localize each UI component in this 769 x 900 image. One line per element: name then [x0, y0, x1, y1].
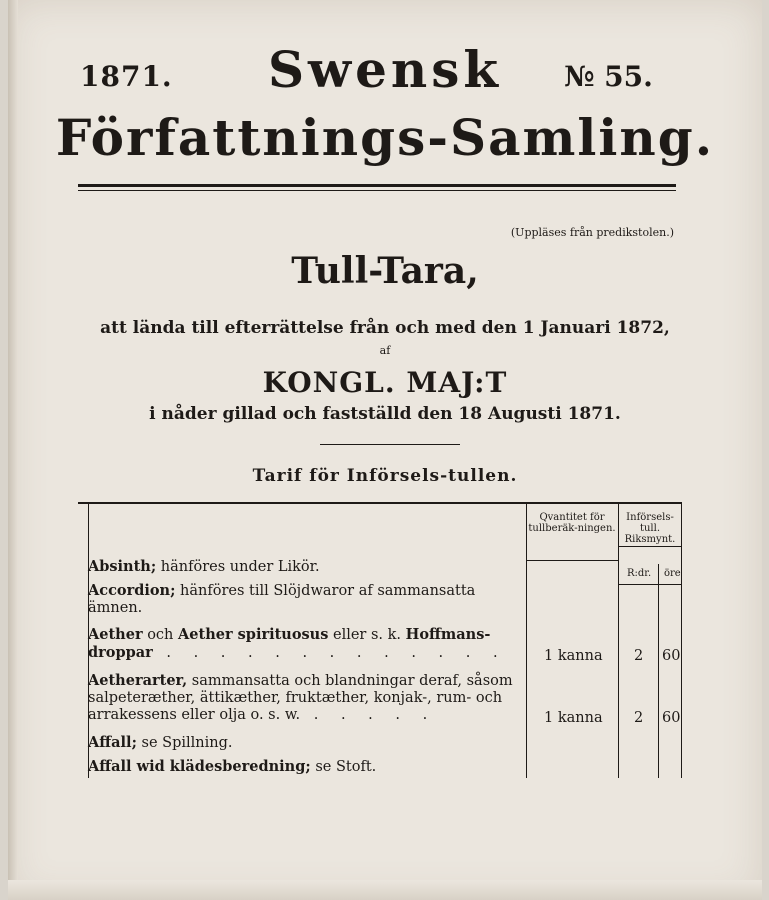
approval-line: i nåder gillad och fastställd den 18 Augusti 1871. — [149, 404, 621, 424]
table-row — [88, 582, 520, 617]
page-bottom-edge — [8, 880, 762, 900]
row-text: och — [142, 627, 179, 643]
row-text: hänföres till Slöjdwaror af sammansatta ämnen. — [88, 583, 476, 616]
header-rdr: R:dr. — [627, 568, 652, 579]
publication-title-line1: Swensk — [267, 40, 503, 99]
separator-rule — [320, 444, 460, 445]
row-term: Hoffmans-droppar — [88, 626, 491, 661]
table-col-divider-3 — [658, 564, 659, 778]
document-page — [8, 0, 762, 900]
row-rdr: 2 — [634, 710, 644, 726]
row-term: Aetherarter, — [88, 672, 188, 689]
table-row — [88, 672, 520, 724]
row-text: se Stoft. — [310, 759, 377, 775]
header-underline-units — [618, 584, 682, 585]
header-ore: öre — [664, 568, 681, 579]
table-row — [88, 734, 520, 752]
row-text: hänföres under Likör. — [156, 559, 320, 575]
header-quantity: Qvantitet för tullberäk-ningen. — [528, 512, 616, 534]
row-text: se Spillning. — [136, 735, 233, 751]
header-rule-thin — [78, 190, 676, 191]
section-title: Tarif för Införsels-tullen. — [252, 466, 518, 486]
issue-year: 1871. — [80, 60, 173, 93]
issuer: KONGL. MAJ:T — [262, 366, 508, 399]
row-ore: 60 — [662, 648, 681, 664]
reading-note: (Uppläses från predikstolen.) — [510, 226, 674, 239]
publication-title-line2: Författnings-Samling. — [55, 108, 715, 167]
row-quantity: 1 kanna — [544, 710, 603, 726]
row-term: Affall; — [88, 734, 137, 751]
row-text: sammansatta och blandningar deraf, såsom salpeteræther, ättikæther, fruktæther, konjak-, rum- och arrakessens eller olja o. s. w. — [88, 673, 513, 723]
leader-dots: . . . . . — [300, 707, 437, 723]
row-term: Accordion; — [88, 582, 176, 599]
row-text: eller s. k. — [328, 627, 406, 643]
header-underline-duty — [618, 546, 682, 547]
effective-date-line: att lända till efterrättelse från och med den 1 Januari 1872, — [100, 318, 670, 338]
leader-dots: . . . . . . . . . . . . . — [152, 645, 507, 661]
table-row — [88, 626, 520, 662]
row-quantity: 1 kanna — [544, 648, 603, 664]
table-col-divider-1 — [526, 504, 527, 778]
row-rdr: 2 — [634, 648, 644, 664]
table-top-rule — [78, 502, 682, 504]
table-row — [88, 758, 520, 776]
row-term: Aether — [88, 626, 143, 643]
header-rule-thick — [78, 184, 676, 187]
document-title: Tull-Tara, — [291, 250, 479, 292]
issue-number: № 55. — [564, 60, 653, 93]
by-line: af — [379, 344, 391, 357]
row-term: Aether spirituosus — [178, 626, 329, 643]
row-ore: 60 — [662, 710, 681, 726]
row-term: Affall wid klädesberedning; — [88, 758, 311, 775]
header-underline-qty — [526, 560, 618, 561]
tariff-table — [78, 502, 682, 778]
table-row — [88, 558, 520, 576]
row-term: Absinth; — [88, 558, 157, 575]
header-duty: Införsels-tull. Riksmynt. — [624, 512, 676, 545]
